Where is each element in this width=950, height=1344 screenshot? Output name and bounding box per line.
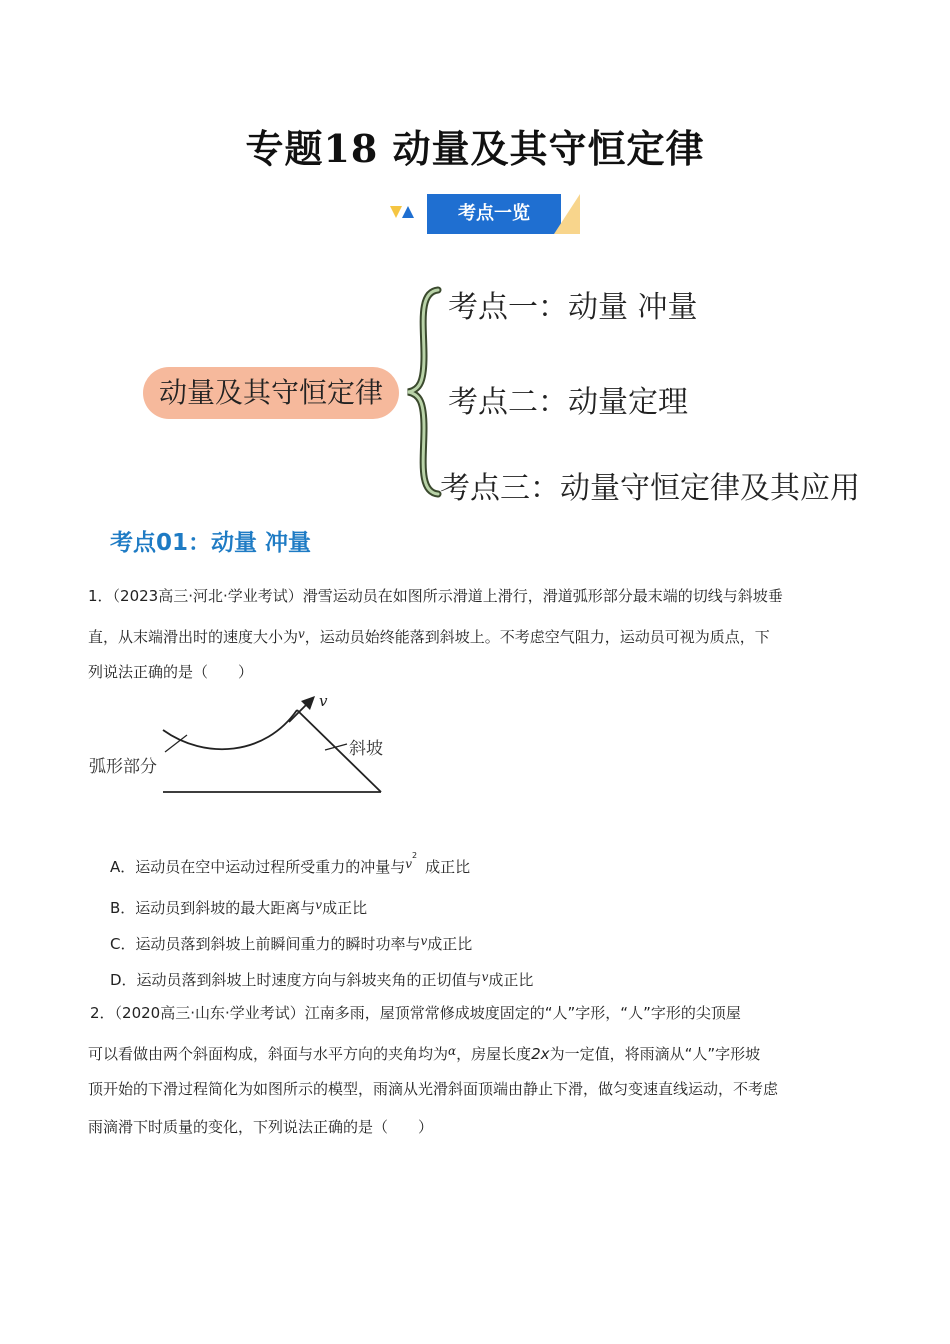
q1-line: 列说法正确的是（ ） [88,663,254,681]
text: 成正比 [425,858,471,876]
q2-line: 顶开始的下滑过程简化为如图所示的模型，雨滴从光滑斜面顶端由静止下滑，做匀变速直线运动，不考虑 [88,1080,779,1098]
option-c [110,931,472,954]
ski-slope-figure [85,688,415,800]
text: 成正比 [427,935,473,953]
text: C．运动员落到斜坡上前瞬间重力的瞬时功率与 [110,935,421,953]
exponent: 2 [412,851,418,860]
triangle-icon [390,206,402,218]
option-a [110,846,470,877]
q2-line [88,1041,760,1064]
badge-tail [554,194,580,234]
text: 直，从末端滑出时的速度大小为 [88,628,299,646]
section-badge [390,194,590,236]
variable: 2x [531,1045,550,1063]
q1-line: 1．（2023高三·河北·学业考试）滑雪运动员在如图所示滑道上滑行，滑道弧形部分最末端的切线与斜坡垂 [88,587,783,605]
q1-line [88,624,770,647]
variable: v [405,857,413,871]
mindmap-branch-1: 考点一：动量 冲量 [448,290,698,325]
text: 成正比 [322,899,368,917]
variable: v [420,934,428,948]
variable: v [481,970,489,984]
variable: α [448,1044,457,1058]
section-heading: 考点01：动量 冲量 [110,530,312,556]
mindmap-branch-2: 考点二：动量定理 [448,385,688,420]
text: D．运动员落到斜坡上时速度方向与斜坡夹角的正切值与 [110,971,482,989]
text: 成正比 [488,971,534,989]
mindmap-center: 动量及其守恒定律 [143,367,399,419]
velocity-label: v [319,692,328,710]
q2-line: 雨滴滑下时质量的变化，下列说法正确的是（ ） [88,1118,434,1136]
badge-label: 考点一览 [427,194,561,234]
variable: v [298,627,305,641]
triangle-icon [402,206,414,218]
option-d [110,967,533,990]
text: ，运动员始终能落到斜坡上。不考虑空气阻力，运动员可视为质点，下 [304,628,770,646]
variable: v [315,898,323,912]
arc-label: 弧形部分 [89,757,157,777]
slope-label: 斜坡 [349,739,383,759]
text: 可以看做由两个斜面构成，斜面与水平方向的夹角均为 [88,1045,449,1063]
text: ，房屋长度 [456,1045,532,1063]
text: 为一定值，将雨滴从“人”字形坡 [549,1045,761,1063]
mindmap-branch-3: 考点三：动量守恒定律及其应用 [440,471,860,506]
text: B．运动员到斜坡的最大距离与 [110,899,316,917]
text: A．运动员在空中运动过程所受重力的冲量与 [110,858,406,876]
brace-icon [402,286,442,498]
page-title: 专题18 动量及其守恒定律 [245,126,705,171]
q2-line: 2．（2020高三·山东·学业考试）江南多雨，屋顶常常修成坡度固定的“人”字形，“人”字形的尖顶屋 [90,1004,741,1022]
option-b [110,895,367,918]
